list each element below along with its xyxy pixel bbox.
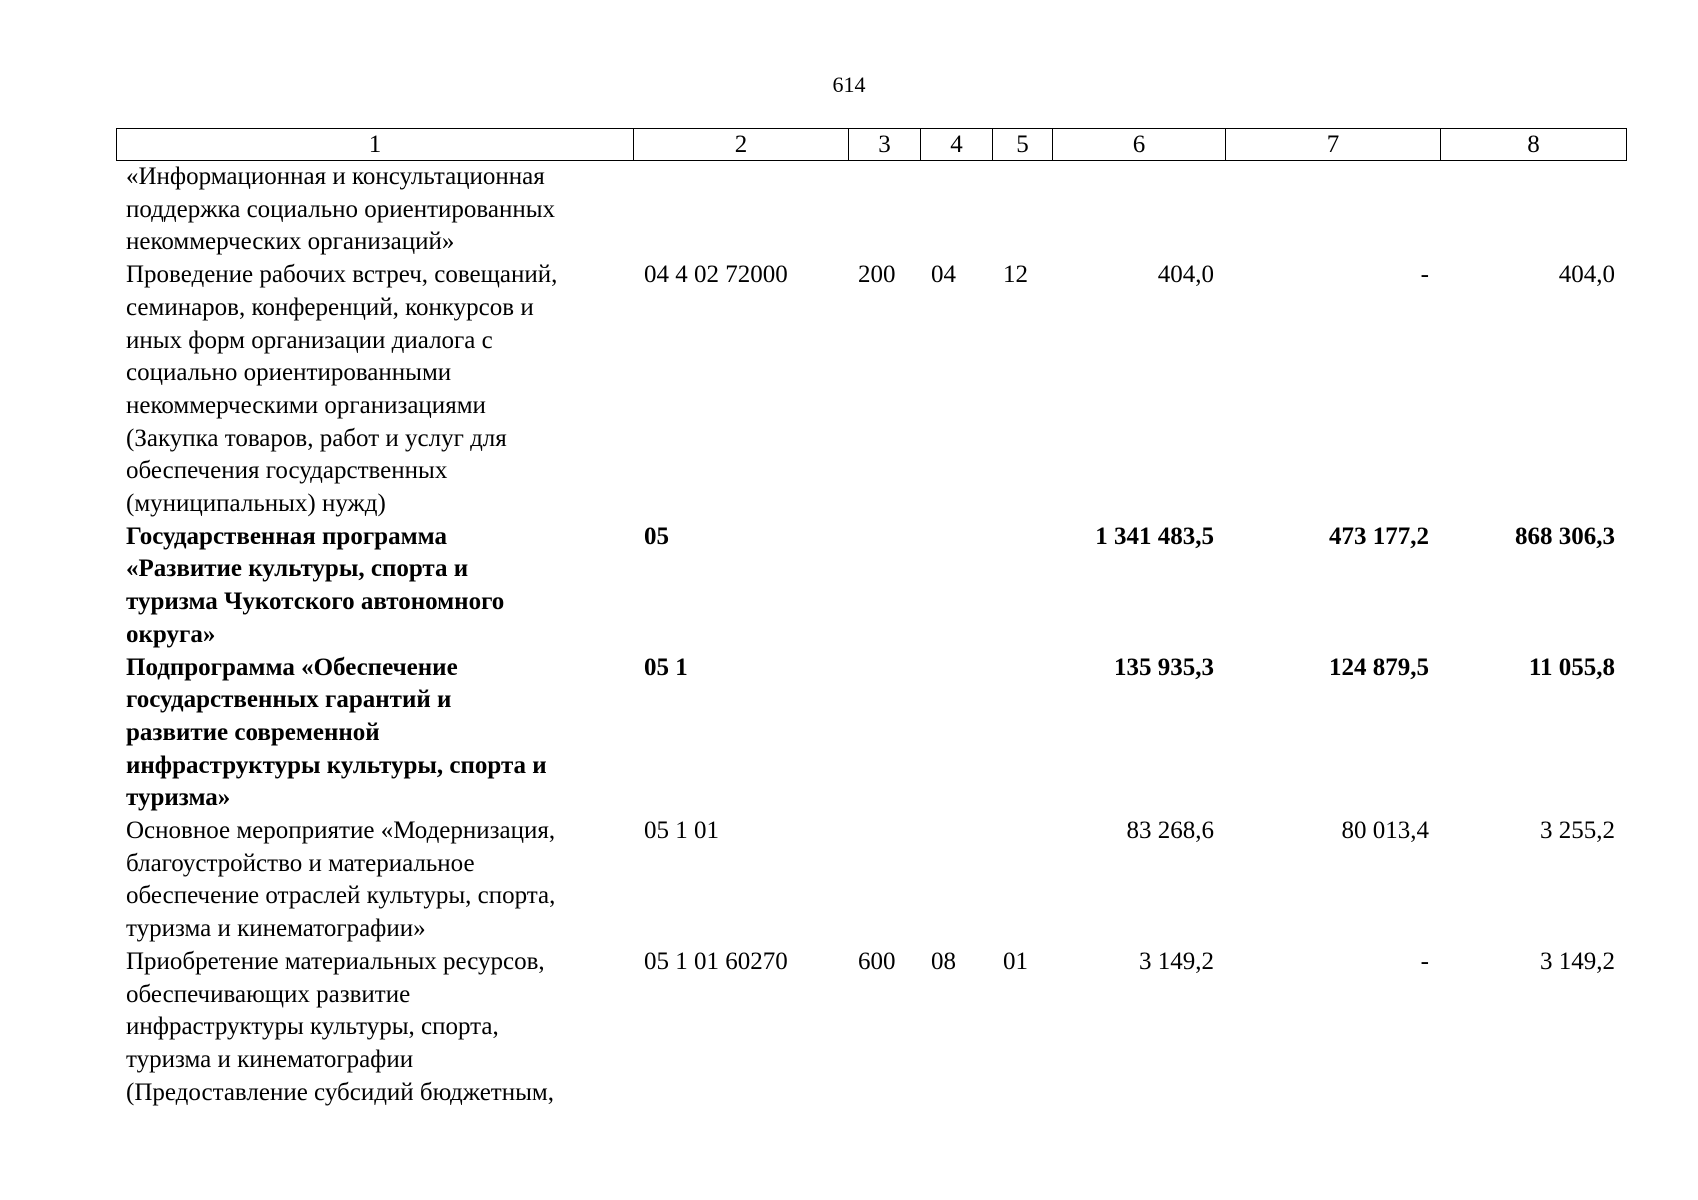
row-value-8: 868 306,3 [1515,522,1615,550]
row-subsection [992,652,1052,816]
row-name-line: государственных гарантий и [126,686,452,714]
row-value-7: 473 177,2 [1329,522,1429,550]
row-subsection [992,815,1052,946]
row-name-line: благоустройство и материальное [126,849,475,877]
row-name-line: инфраструктуры культуры, спорта, [126,1013,499,1041]
header-col-8: 8 [1441,129,1627,161]
row-section [920,652,992,816]
row-total: 1 341 483,5 [1095,522,1214,550]
row-name-line: обеспечения государственных [126,457,448,485]
row-name-line: обеспечивающих развитие [126,980,411,1008]
row-name-line: «Развитие культуры, спорта и [126,555,469,583]
row-value-7: 124 879,5 [1329,653,1429,681]
row-expense-type: 200 [858,261,896,289]
header-col-4: 4 [921,129,993,161]
row-name [116,259,633,521]
header-col-7: 7 [1226,129,1441,161]
row-value-7: - [1420,947,1429,975]
header-col-3: 3 [849,129,921,161]
row-name-line: туризма Чукотского автономного [126,588,505,616]
row-name [116,161,633,259]
row-expense-type [848,652,920,816]
column-number-header [116,128,1627,161]
row-code: 04 4 02 72000 [644,261,788,289]
table-row [116,652,1626,816]
row-expense-type [848,521,920,652]
row-name-line: Государственная программа [126,522,447,550]
row-total: 83 268,6 [1126,817,1214,845]
row-code: 05 1 01 [644,817,719,845]
row-code: 05 1 [644,653,688,681]
row-name-line: туризма» [126,784,231,812]
row-code [633,161,848,259]
row-subsection [992,521,1052,652]
row-total: 3 149,2 [1139,947,1214,975]
row-name-line: (Предоставление субсидий бюджетным, [126,1078,554,1106]
row-value-8 [1440,161,1626,259]
row-name-line: туризма и кинематографии» [126,915,426,943]
row-name-line: некоммерческими организациями [126,391,486,419]
row-section [920,815,992,946]
header-col-1: 1 [117,129,634,161]
row-value-7: 80 013,4 [1341,817,1429,845]
table-row [116,815,1626,946]
row-total: 135 935,3 [1114,653,1214,681]
row-name-line: семинаров, конференций, конкурсов и [126,293,534,321]
row-code: 05 1 01 60270 [644,947,788,975]
row-name-line: Приобретение материальных ресурсов, [126,947,545,975]
budget-table-body [116,161,1626,1109]
row-name-line: обеспечение отраслей культуры, спорта, [126,882,556,910]
row-name-line: поддержка социально ориентированных [126,195,556,223]
row-value-8: 3 149,2 [1540,947,1615,975]
header-col-5: 5 [993,129,1053,161]
row-name-line: Подпрограмма «Обеспечение [126,653,458,681]
row-expense-type: 600 [858,947,896,975]
row-name-line: (Закупка товаров, работ и услуг для [126,424,507,452]
row-name [116,652,633,816]
table-row [116,946,1626,1110]
row-value-8: 404,0 [1558,261,1615,289]
row-name-line: иных форм организации диалога с [126,326,493,354]
row-name-line: социально ориентированными [126,359,452,387]
row-value-7: - [1420,261,1429,289]
row-name [116,521,633,652]
row-section: 08 [931,947,956,975]
row-subsection: 01 [1003,947,1028,975]
row-section [920,161,992,259]
row-section: 04 [931,261,956,289]
header-row [117,129,1627,161]
page-number: 614 [832,72,866,97]
row-section [920,521,992,652]
header-col-6: 6 [1053,129,1226,161]
row-expense-type [848,815,920,946]
row-name-line: некоммерческих организаций» [126,228,455,256]
row-total: 404,0 [1157,261,1214,289]
row-value-7 [1225,161,1440,259]
row-name [116,815,633,946]
row-name-line: Основное мероприятие «Модернизация, [126,817,556,845]
header-col-2: 2 [634,129,849,161]
row-subsection [992,161,1052,259]
row-name-line: туризма и кинематографии [126,1045,414,1073]
row-subsection: 12 [1003,261,1028,289]
row-name-line: (муниципальных) нужд) [126,490,386,518]
row-name-line: округа» [126,620,216,648]
row-value-8: 3 255,2 [1540,817,1615,845]
row-name-line: развитие современной [126,718,380,746]
table-row [116,161,1626,259]
table-row [116,521,1626,652]
row-expense-type [848,161,920,259]
row-value-8: 11 055,8 [1528,653,1615,681]
row-total [1052,161,1225,259]
row-name [116,946,633,1110]
row-name-line: Проведение рабочих встреч, совещаний, [126,261,558,289]
row-name-line: «Информационная и консультационная [126,163,545,190]
row-name-line: инфраструктуры культуры, спорта и [126,751,547,779]
table-row [116,259,1626,521]
row-code: 05 [644,522,669,550]
